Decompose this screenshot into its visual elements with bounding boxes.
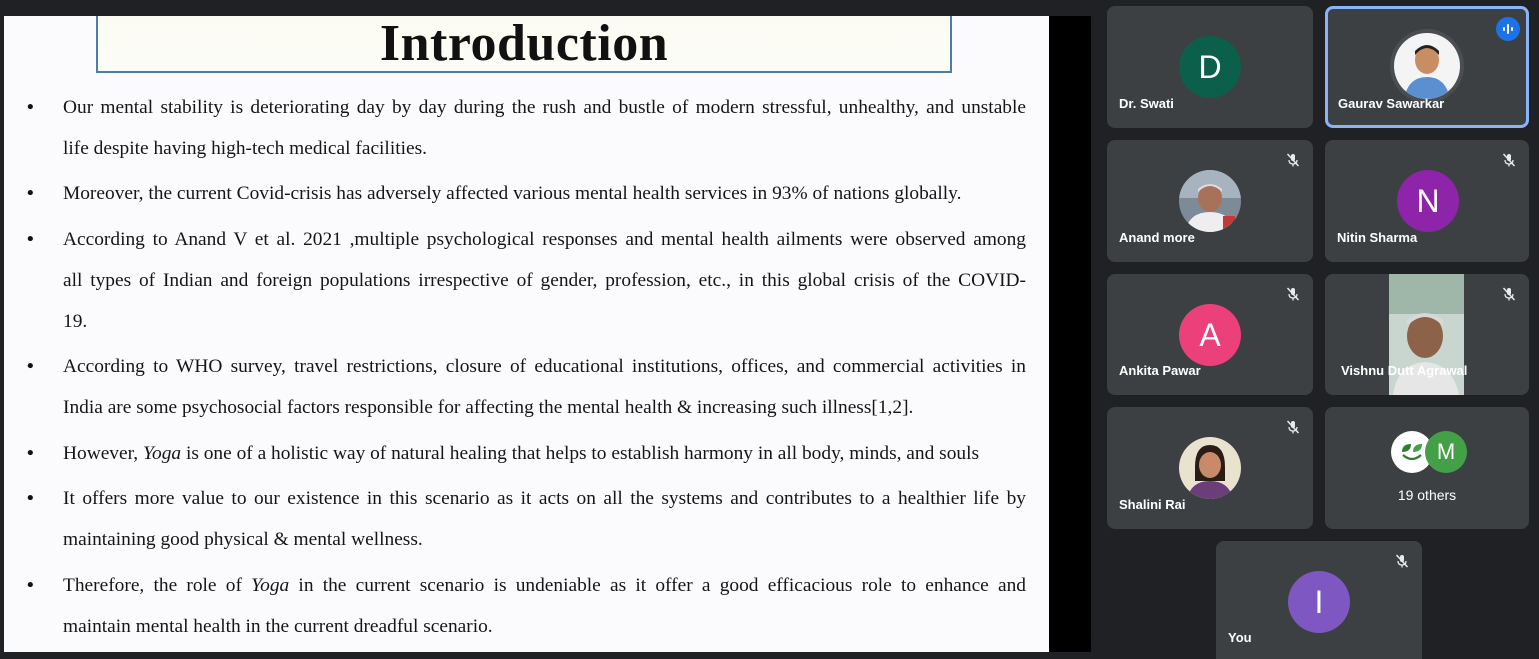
participant-name: Anand more	[1119, 230, 1195, 245]
slide-text-line: Moreover, the current Covid-crisis has adversely affected various mental health services in 93% of nations globally.	[63, 183, 962, 204]
audio-level-icon	[1496, 17, 1520, 41]
participant-tile-nitin-sharma[interactable]	[1325, 140, 1529, 262]
participant-tile-you[interactable]	[1216, 541, 1422, 659]
slide-text-line	[63, 442, 1026, 466]
mic-off-icon	[1285, 419, 1301, 435]
slide-text-line: life despite having high-tech medical facilities.	[63, 138, 427, 159]
avatar: D	[1179, 36, 1241, 98]
italic-term: Yoga	[143, 443, 182, 464]
text-run: However,	[63, 443, 143, 464]
mic-off-icon	[1394, 553, 1410, 569]
bullet-point: •	[25, 356, 36, 377]
bullet-point: •	[25, 575, 36, 596]
slide-text-line: According to Anand V et al. 2021 ,multiple psychological responses and mental health ailments were observed among	[63, 229, 1026, 250]
bullet-point: •	[25, 97, 36, 118]
avatar: M	[1425, 431, 1467, 473]
participant-name: Gaurav Sawarkar	[1338, 96, 1445, 111]
profile-photo	[1179, 437, 1241, 499]
bullet-point: •	[25, 443, 36, 464]
slide-text-line: It offers more value to our existence in this scenario as it acts on all the systems and contributes to a healthier life by	[63, 488, 1026, 509]
others-tile[interactable]	[1325, 407, 1529, 529]
slide-text-line: 19.	[63, 311, 88, 332]
slide-text-line: According to WHO survey, travel restrictions, closure of educational institutions, offices, and commercial activities in	[63, 356, 1026, 377]
avatar: N	[1397, 170, 1459, 232]
slide-text-line	[63, 574, 1026, 598]
mic-off-icon	[1501, 152, 1517, 168]
mic-off-icon	[1285, 152, 1301, 168]
mic-off-icon	[1285, 286, 1301, 302]
participant-tile-ankita-pawar[interactable]	[1107, 274, 1313, 395]
participant-tile-vishnu-dutt-agrawal[interactable]	[1325, 274, 1529, 395]
participant-name: Nitin Sharma	[1337, 230, 1418, 245]
participant-tile-shalini-rai[interactable]	[1107, 407, 1313, 529]
italic-term: Yoga	[251, 575, 290, 596]
slide-text-line: all types of Indian and foreign populations irrespective of gender, profession, etc., in this global crisis of the COVID-	[63, 270, 1026, 291]
avatar: I	[1288, 571, 1350, 633]
avatar	[1179, 170, 1241, 232]
avatar	[1179, 437, 1241, 499]
participant-name: You	[1228, 630, 1252, 645]
slide-text-line: maintaining good physical & mental wellness.	[63, 529, 423, 550]
slide-text-line: India are some psychosocial factors responsible for affecting the mental health & increasing such illness[1,2].	[63, 397, 914, 418]
participant-name: Shalini Rai	[1119, 497, 1186, 512]
participant-tile-anand-more[interactable]	[1107, 140, 1313, 262]
text-run: is one of a holistic way of natural healing that helps to establish harmony in all body, minds, and souls	[181, 443, 980, 464]
bullet-point: •	[25, 183, 36, 204]
mic-off-icon	[1501, 286, 1517, 302]
slide-text-line: Our mental stability is deteriorating day by day during the rush and bustle of modern stressful, unhealthy, and unstable	[63, 97, 1026, 118]
slide-text-line: maintain mental health in the current dreadful scenario.	[63, 616, 493, 637]
participant-name: Ankita Pawar	[1119, 363, 1201, 378]
text-run: in the current scenario is undeniable as it offer a good efficacious role to enhance and	[289, 575, 1026, 596]
bullet-point: •	[25, 488, 36, 509]
avatar	[1394, 33, 1460, 99]
participant-name: Dr. Swati	[1119, 96, 1174, 111]
avatar: A	[1179, 304, 1241, 366]
profile-photo	[1179, 170, 1241, 232]
slide-title-box	[96, 16, 952, 73]
participant-tile-dr-swati[interactable]	[1107, 6, 1313, 128]
participant-name: Vishnu Dutt Agrawal	[1341, 363, 1468, 378]
presentation-slide	[4, 16, 1049, 652]
text-run: Therefore, the role of	[63, 575, 252, 596]
slide-title: Introduction	[379, 15, 669, 72]
participant-tile-gaurav-sawarkar[interactable]	[1325, 6, 1529, 128]
profile-photo	[1394, 33, 1460, 99]
bullet-point: •	[25, 229, 36, 250]
others-count: 19 others	[1397, 487, 1457, 503]
stage-gutter	[1049, 16, 1091, 652]
